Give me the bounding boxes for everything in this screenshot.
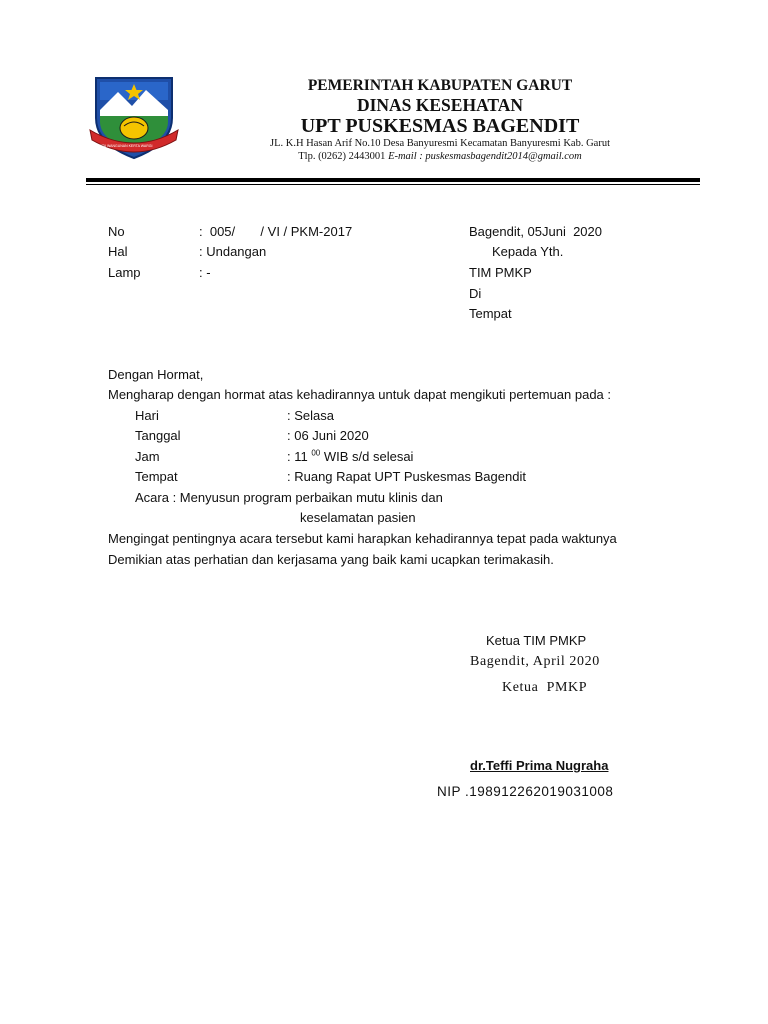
signature-role: Ketua PMKP xyxy=(502,680,588,695)
recipient: TIM PMKP xyxy=(469,265,532,280)
letterhead-contact xyxy=(220,151,660,162)
jam-value xyxy=(287,449,413,464)
closing-2: Demikian atas perhatian dan kerjasama yang baik kami ucapkan terimakasih. xyxy=(108,552,554,567)
jam-hour: : 11 xyxy=(287,449,312,464)
hal-value: : Undangan xyxy=(199,244,267,259)
greeting: Dengan Hormat, xyxy=(108,367,204,382)
tanggal-value: : 06 Juni 2020 xyxy=(287,428,369,443)
hari-value: : Selasa xyxy=(287,408,334,423)
tempat-value: : Ruang Rapat UPT Puskesmas Bagendit xyxy=(287,469,526,484)
phone: Tlp. (0262) 2443001 xyxy=(298,151,386,162)
acara-line-1: Acara : Menyusun program perbaikan mutu klinis dan xyxy=(135,490,443,505)
letterhead-department: DINAS KESEHATAN xyxy=(356,95,524,115)
jam-minute: 00 xyxy=(311,448,321,458)
letterhead-government: PEMERINTAH KABUPATEN GARUT xyxy=(307,77,573,94)
closing-1: Mengingat pentingnya acara tersebut kami harapkan kehadirannya tepat pada waktunya xyxy=(108,531,617,546)
signature-title: Ketua TIM PMKP xyxy=(486,633,587,648)
hari-label: Hari xyxy=(135,408,159,423)
header-rule-thin xyxy=(86,184,700,185)
acara-line-2: keselamatan pasien xyxy=(300,510,416,525)
signature-place-date: Bagendit, April 2020 xyxy=(470,654,600,669)
header-rule-thick xyxy=(86,178,700,182)
email: puskesmasbagendit2014@gmail.com xyxy=(425,151,582,162)
di: Di xyxy=(469,286,482,301)
signatory-name: dr.Teffi Prima Nugraha xyxy=(470,758,609,773)
hal-label: Hal xyxy=(108,244,128,259)
intro: Mengharap dengan hormat atas kehadirannya untuk dapat mengikuti pertemuan pada : xyxy=(108,387,612,402)
tempat: Tempat xyxy=(469,306,512,321)
kepada: Kepada Yth. xyxy=(492,244,564,259)
email-label: E-mail : xyxy=(388,151,423,162)
logo-motto: TATA WANGUNAN KERTA WARGI xyxy=(98,144,153,148)
kabupaten-garut-logo xyxy=(88,70,180,162)
signatory-nip: NIP .198912262019031008 xyxy=(437,784,614,799)
letterhead-address: JL. K.H Hasan Arif No.10 Desa Banyuresmi Kecamatan Banyuresmi Kab. Garut xyxy=(270,138,610,149)
no-label: No xyxy=(108,224,125,239)
no-value: : 005/ / VI / PKM-2017 xyxy=(199,224,353,239)
tanggal-label: Tanggal xyxy=(135,428,181,443)
tempat-label: Tempat xyxy=(135,469,178,484)
jam-suffix: WIB s/d selesai xyxy=(320,449,414,464)
jam-label: Jam xyxy=(135,449,160,464)
lamp-label: Lamp xyxy=(108,265,141,280)
letterhead-institution: UPT PUSKESMAS BAGENDIT xyxy=(300,115,580,137)
letter-place-date: Bagendit, 05Juni 2020 xyxy=(469,224,602,239)
lamp-value: : - xyxy=(199,265,211,280)
